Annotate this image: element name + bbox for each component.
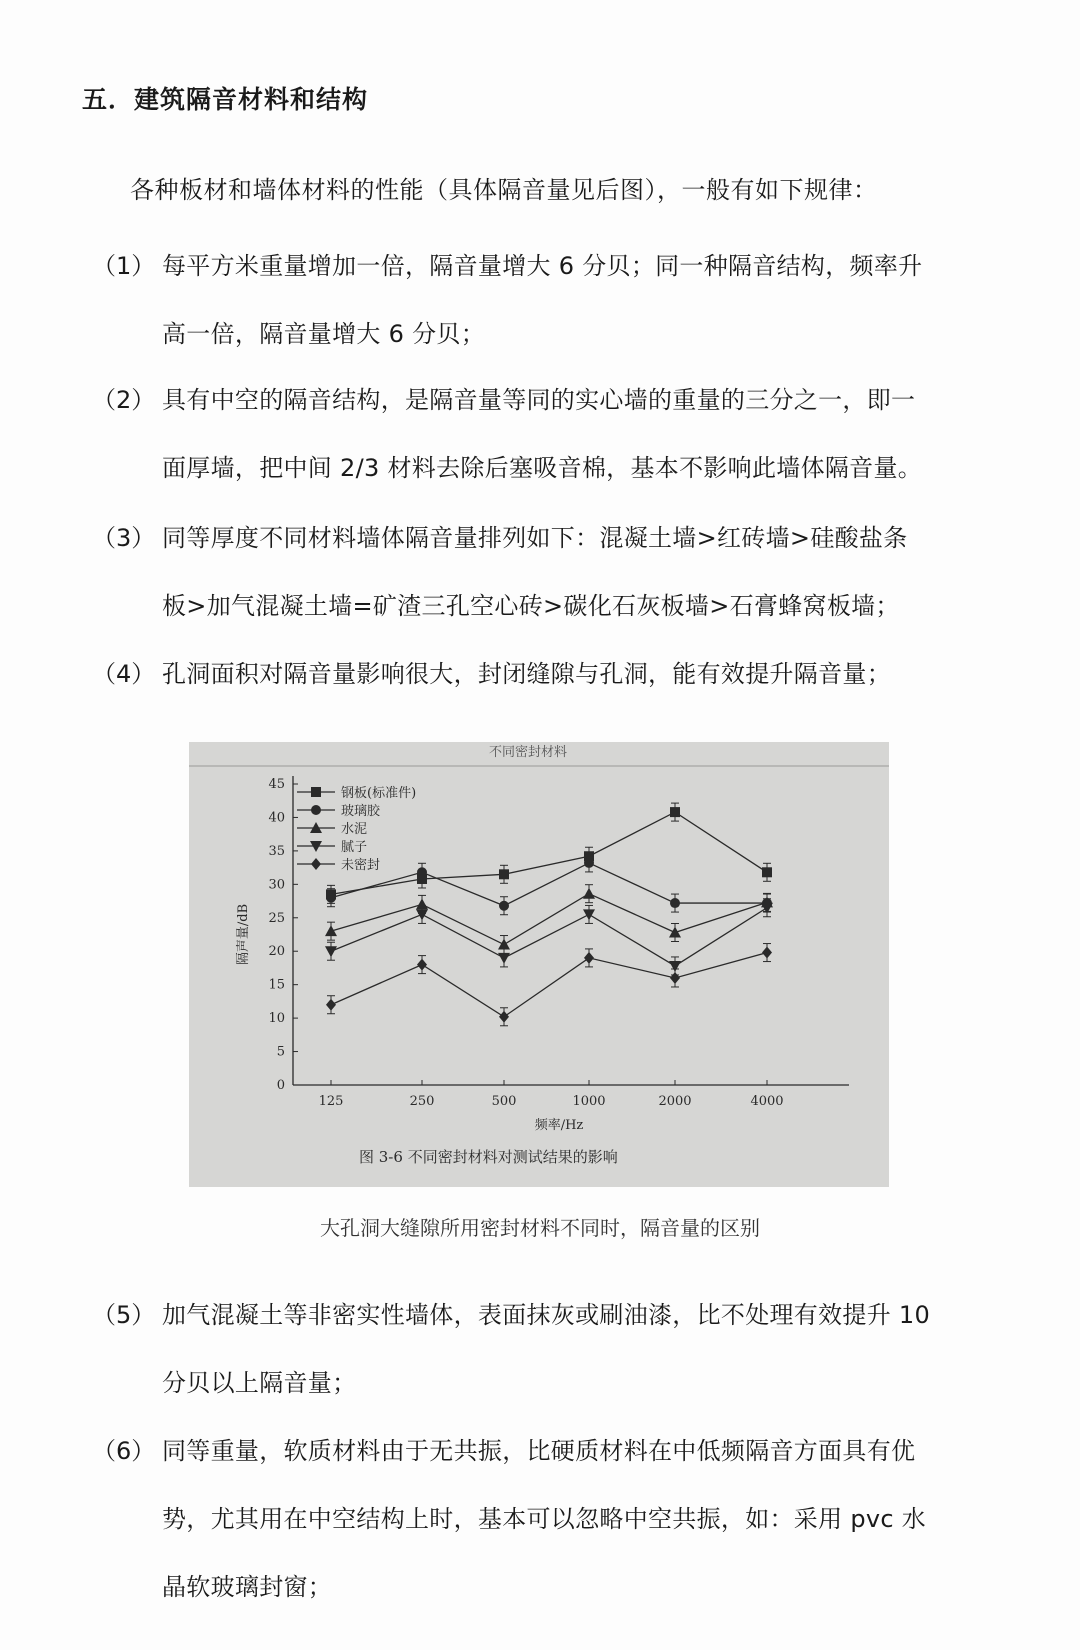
item-text-line: 高一倍，隔音量增大 6 分贝； [162,320,486,348]
item-text-line: 板>加气混凝土墙=矿渣三孔空心砖>碳化石灰板墙>石膏蜂窝板墙； [162,592,900,620]
data-point [584,952,594,964]
x-tick-label: 2000 [658,1094,692,1109]
item-text-line: 孔洞面积对隔音量影响很大，封闭缝隙与孔洞，能有效提升隔音量； [162,660,891,688]
intro-paragraph: 各种板材和墙体材料的性能（具体隔音量见后图），一般有如下规律： [130,176,878,204]
data-point [416,909,428,920]
series-line [331,894,767,945]
y-tick-label: 45 [268,777,285,792]
x-tick-label: 125 [318,1094,344,1109]
item-text-line: 面厚墙，把中间 2/3 材料去除后塞吸音棉，基本不影响此墙体隔音量。 [162,454,923,482]
legend-label: 玻璃胶 [341,804,381,819]
item-number: （2） [92,386,156,414]
item-number: （4） [92,660,156,688]
data-point [669,926,681,937]
data-point [326,893,336,903]
y-tick-label: 0 [276,1078,285,1093]
item-number: （1） [92,252,156,280]
item-number: （3） [92,524,156,552]
item-text-line: 每平方米重量增加一倍，隔音量增大 6 分贝；同一种隔音结构，频率升 [162,252,923,280]
y-tick-label: 25 [268,910,285,926]
data-point [583,909,595,920]
data-point [417,867,427,877]
x-tick-label: 4000 [750,1094,784,1109]
legend-marker [311,858,321,870]
data-point [499,869,509,879]
data-point [499,901,509,911]
legend-label: 未密封 [341,858,381,873]
y-tick-label: 15 [268,977,285,993]
item-text-line: 同等重量，软质材料由于无共振，比硬质材料在中低频隔音方面具有优 [162,1437,916,1465]
data-point [670,972,680,984]
section-heading: 五．建筑隔音材料和结构 [82,85,369,114]
x-axis-label: 频率/Hz [534,1118,584,1133]
data-point [326,999,336,1011]
y-tick-label: 30 [268,877,285,893]
x-tick-label: 1000 [572,1094,606,1109]
y-tick-label: 35 [268,843,285,859]
series-line [331,953,767,1017]
item-text-line: 加气混凝土等非密实性墙体，表面抹灰或刷油漆，比不处理有效提升 10 [162,1301,931,1329]
series-line [331,863,767,906]
top-cut-text: 不同密封材料 [489,745,568,760]
x-tick-label: 500 [491,1094,517,1109]
sound-insulation-chart [189,742,889,1187]
legend-marker [311,787,321,797]
data-point [583,888,595,899]
y-tick-label: 10 [268,1011,285,1027]
chart-figure [189,742,889,1187]
y-axis-label: 隔声量/dB [236,903,251,966]
data-point [762,867,772,877]
legend-label: 水泥 [341,822,368,837]
item-number: （5） [92,1301,156,1329]
item-text-line: 分贝以上隔音量； [162,1369,357,1397]
y-tick-label: 40 [268,810,285,826]
data-point [325,946,337,957]
y-tick-label: 20 [268,944,285,960]
data-point [325,925,337,936]
item-text-line: 晶软玻璃封窗； [162,1573,333,1601]
data-point [670,898,680,908]
item-text-line: 具有中空的隔音结构，是隔音量等同的实心墙的重量的三分之一，即一 [162,386,916,414]
data-point [584,858,594,868]
data-point [498,953,510,964]
item-text-line: 势，尤其用在中空结构上时，基本可以忽略中空共振，如：采用 pvc 水 [162,1505,927,1533]
data-point [761,903,773,914]
legend-marker [311,805,321,815]
legend-label: 钢板(标准件) [341,786,417,801]
data-point [670,807,680,817]
figure-caption: 大孔洞大缝隙所用密封材料不同时，隔音量的区别 [320,1216,760,1240]
item-number: （6） [92,1437,156,1465]
data-point [498,939,510,950]
data-point [417,959,427,971]
chart-title: 图 3-6 不同密封材料对测试结果的影响 [359,1148,618,1166]
x-tick-label: 250 [409,1094,435,1109]
data-point [499,1011,509,1023]
legend-label: 腻子 [341,840,368,855]
series-line [331,908,767,966]
data-point [762,947,772,959]
item-text-line: 同等厚度不同材料墙体隔音量排列如下：混凝土墙>红砖墙>硅酸盐条 [162,524,908,552]
y-tick-label: 5 [276,1044,285,1060]
series-line [331,812,767,894]
